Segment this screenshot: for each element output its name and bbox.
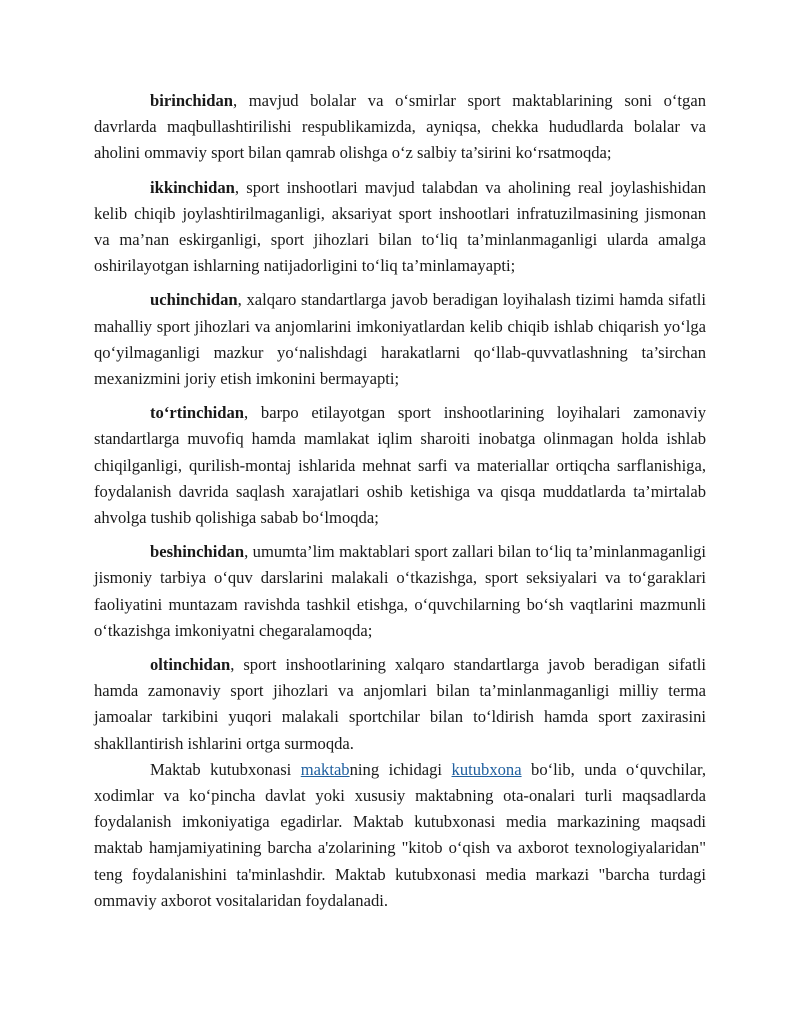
paragraph-keyword: birinchidan: [150, 91, 234, 110]
paragraph-text: , xalqaro standartlarga javob beradigan loyihalash tizimi hamda sifatli mahalliy sport jihozlari va anjomlarini imkoniyatlardan kelib chiqib ishlab chiqarish yo‘lga qo‘yilmaganligi mazkur yo‘nalishdagi harakatlarni qo‘llab-quvvatlashning ta’sirchan mexanizmini joriy etish imkonini bermayapti;: [94, 290, 706, 389]
paragraph-keyword: uchinchidan: [150, 290, 238, 310]
paragraph-text: Maktab kutubxonasi: [150, 759, 301, 779]
paragraph-keyword: oltinchidan: [150, 655, 231, 675]
paragraph-text: ning ichidagi: [349, 759, 452, 779]
kutubxona-link[interactable]: kutubxona: [451, 759, 522, 779]
paragraph-4: [94, 400, 706, 531]
document-page: [94, 88, 706, 914]
paragraph-text: , sport inshootlarining xalqaro standartlarga javob beradigan sifatli hamda zamonaviy sport jihozlari va anjomlari bilan ta’minlanmaganligi milliy terma jamoalar tarkibini yuqori malakali sportchilar bilan to‘ldirish hamda sport zaxirasini shakllantirish ishlarini ortga surmoqda.: [94, 655, 706, 753]
paragraph-6: [94, 652, 706, 757]
paragraph-maktab-kutubxonasi: [94, 757, 706, 914]
paragraph-3: [94, 287, 706, 392]
paragraph-keyword: to‘rtinchidan: [150, 403, 245, 423]
paragraph-text: , sport inshootlari mavjud talabdan va aholining real joylashishidan kelib chiqib joylashtirilmaganligi, aksariyat sport inshootlari infratuzilmasining jismonan va ma’nan eskirganligi, sport jihozlari bilan to‘liq ta’minlanmaganligi ularda amalga oshirilayotgan ishlarning natijadorligini to‘liq ta’minlamayapti;: [94, 177, 706, 276]
paragraph-5: [94, 539, 706, 644]
paragraph-text: , umumta’lim maktablari sport zallari bilan to‘liq ta’minlanmaganligi jismoniy tarbiya o‘quv darslarini malakali o‘tkazishga, sport seksiyalari va to‘garaklari faoliyatini muntazam ravishda tashkil etishga, o‘quvchilarning bo‘sh vaqtlarini mazmunli o‘tkazishga imkoniyatni chegaralamoqda;: [94, 542, 706, 640]
paragraph-1: [94, 88, 706, 167]
paragraph-text: bo‘lib, unda o‘quvchilar, xodimlar va ko‘pincha davlat yoki xususiy maktabning ota-onalari turli maqsadlarda foydalanish imkoniyatiga egadirlar. Maktab kutubxonasi media markazining maqsadi maktab hamjamiyatining barcha a'zolarining "kitob o‘qish va axborot texnologiyalaridan" teng foydalanishini ta'minlashdir. Maktab kutubxonasi media markazi "barcha turdagi ommaviy axborot vositalaridan foydalanadi.: [94, 759, 707, 910]
paragraph-keyword: ikkinchidan: [150, 177, 235, 197]
paragraph-text: , barpo etilayotgan sport inshootlarining loyihalari zamonaviy standartlarga muvofiq hamda mamlakat iqlim sharoiti inobatga olinmagan holda ishlab chiqilganligi, qurilish-montaj ishlarida mehnat sarfi va materiallar ortiqcha sarflanishiga, foydalanish davrida saqlash xarajatlari oshib ketishiga va qisqa muddatlarda ta’mirtalab ahvolga tushib qolishiga sabab bo‘lmoqda;: [94, 403, 706, 528]
paragraph-2: [94, 175, 706, 280]
paragraph-text: , mavjud bolalar va o‘smirlar sport maktablarining soni o‘tgan davrlarda maqbullashtirilishi respublikamizda, ayniqsa, chekka hududlarda bolalar va aholini ommaviy sport bilan qamrab olishga o‘z salbiy ta’sirini ko‘rsatmoqda;: [94, 91, 706, 163]
paragraph-keyword: beshinchidan: [150, 542, 245, 562]
maktab-link[interactable]: maktab: [300, 759, 350, 779]
